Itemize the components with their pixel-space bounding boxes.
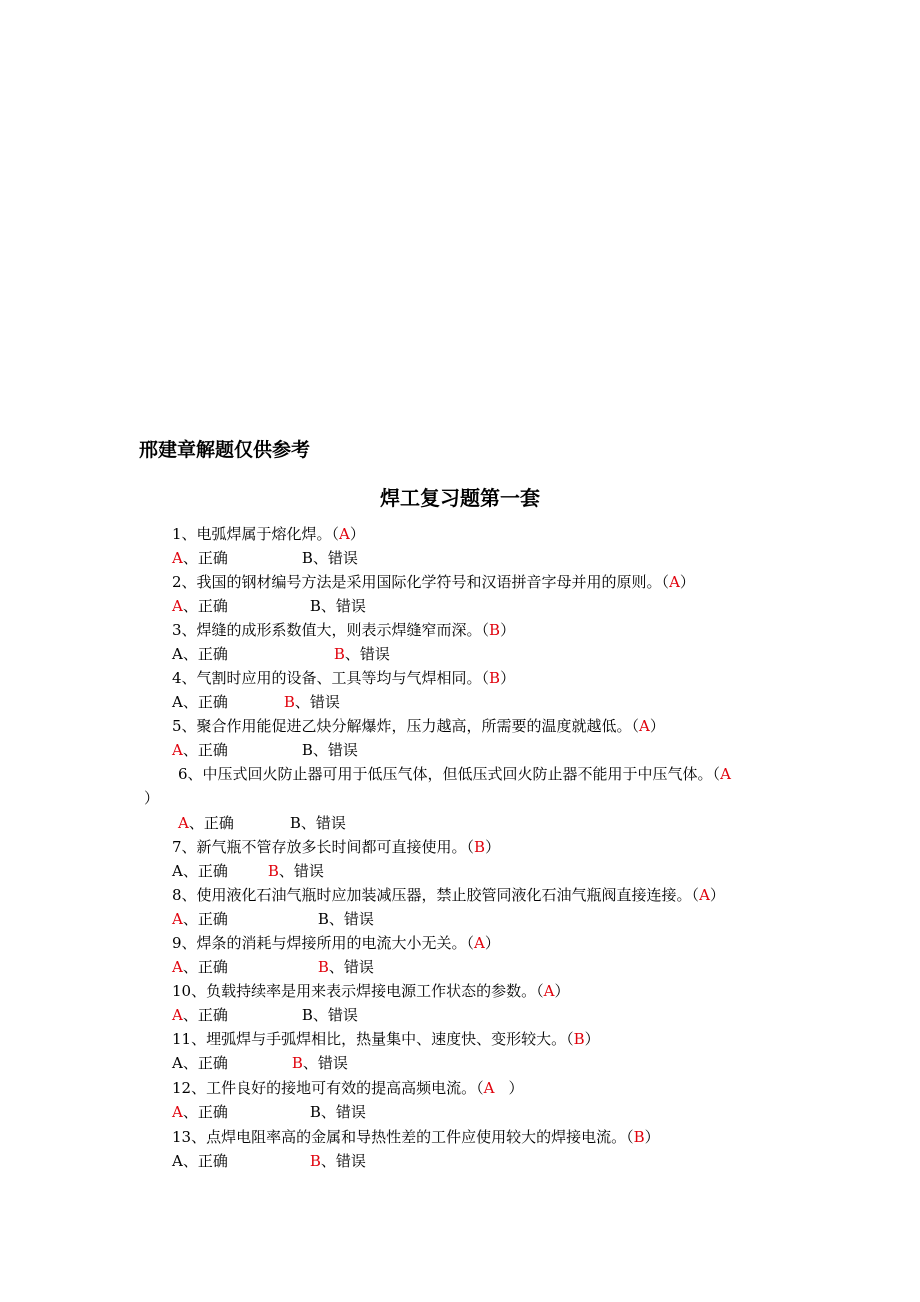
answer-close: ） [500, 669, 516, 687]
answer-key: A [483, 1079, 495, 1097]
option-a-letter: A [172, 1103, 183, 1121]
question-text: 13、点焊电阻率高的金属和导热性差的工件应使用较大的焊接电流。（ [172, 1128, 634, 1146]
options-6 [178, 813, 346, 833]
option-a: 、正确 [182, 910, 228, 928]
option-b: B、错误 [317, 910, 374, 928]
option-b: B、错误 [309, 1103, 366, 1121]
question-text: 8、使用液化石油气瓶时应加装减压器，禁止胶管同液化石油气瓶阀直接连接。（ [172, 886, 700, 904]
question-text: 6、中压式回火防止器可用于低压气体，但低压式回火防止器不能用于中压气体。（ [178, 765, 721, 783]
question-text: 12、工件良好的接地可有效的提高高频电流。（ [172, 1079, 484, 1097]
option-a: 、正确 [182, 549, 228, 567]
option-b-letter: B [317, 958, 329, 976]
answer-key: B [489, 669, 501, 687]
question-8 [172, 885, 725, 905]
answer-key: A [720, 765, 731, 783]
option-a: A、正确 [172, 1152, 228, 1170]
question-12 [172, 1078, 523, 1098]
question-text: 2、我国的钢材编号方法是采用国际化学符号和汉语拼音字母并用的原则。（ [172, 573, 670, 591]
options-13 [172, 1151, 366, 1171]
answer-close: ） [485, 838, 501, 856]
question-6 [178, 764, 731, 784]
options-8 [172, 909, 374, 929]
option-b: 、错误 [328, 958, 374, 976]
answer-key: A [669, 573, 680, 591]
option-b: B、错误 [309, 597, 366, 615]
option-b-letter: B [267, 862, 279, 880]
option-b: 、错误 [302, 1054, 348, 1072]
option-b: 、错误 [320, 1152, 366, 1170]
question-4 [172, 668, 515, 688]
option-a: 、正确 [188, 814, 234, 832]
option-a-letter: A [172, 1006, 183, 1024]
answer-key: A [474, 934, 485, 952]
answer-key: A [699, 886, 710, 904]
options-9 [172, 957, 374, 977]
options-4 [172, 692, 340, 712]
options-3 [172, 644, 390, 664]
question-text: 10、负载持续率是用来表示焊接电源工作状态的参数。（ [172, 982, 544, 1000]
question-11 [172, 1029, 600, 1049]
answer-key: B [633, 1128, 645, 1146]
answer-key: B [489, 621, 501, 639]
question-1 [172, 524, 365, 544]
options-5 [172, 740, 358, 760]
option-b: B、错误 [289, 814, 346, 832]
question-text: 9、焊条的消耗与焊接所用的电流大小无关。（ [172, 934, 475, 952]
answer-close: ） [709, 886, 725, 904]
option-a: A、正确 [172, 645, 228, 663]
options-2 [172, 596, 366, 616]
question-text: 5、聚合作用能促进乙炔分解爆炸，压力越高，所需要的温度就越低。（ [172, 717, 640, 735]
page-title: 焊工复习题第一套 [380, 486, 540, 510]
option-b: B、错误 [301, 741, 358, 759]
option-a-letter: A [172, 958, 183, 976]
option-b-letter: B [333, 645, 345, 663]
answer-close: ） [679, 573, 695, 591]
option-a: 、正确 [182, 741, 228, 759]
question-7 [172, 837, 500, 857]
option-b: 、错误 [278, 862, 324, 880]
answer-close: ） [508, 1079, 524, 1097]
option-a: A、正确 [172, 1054, 228, 1072]
option-a: A、正确 [172, 862, 228, 880]
answer-close: ） [644, 1128, 660, 1146]
option-a-letter: A [172, 597, 183, 615]
answer-key: B [573, 1030, 585, 1048]
answer-close: ） [349, 525, 365, 543]
option-a: 、正确 [182, 1006, 228, 1024]
question-6-close: ） [144, 789, 160, 807]
question-text: 1、电弧焊属于熔化焊。（ [172, 525, 340, 543]
options-10 [172, 1005, 358, 1025]
question-text: 4、气割时应用的设备、工具等均与气焊相同。（ [172, 669, 490, 687]
option-a: 、正确 [182, 958, 228, 976]
question-3 [172, 620, 515, 640]
option-a-letter: A [172, 910, 183, 928]
question-text: 3、焊缝的成形系数值大，则表示焊缝窄而深。（ [172, 621, 490, 639]
option-a: 、正确 [182, 1103, 228, 1121]
option-b-letter: B [283, 693, 295, 711]
options-7 [172, 861, 324, 881]
option-b: B、错误 [301, 549, 358, 567]
option-b: 、错误 [344, 645, 390, 663]
option-a-letter: A [172, 741, 183, 759]
answer-key: A [543, 982, 555, 1000]
options-11 [172, 1053, 348, 1073]
question-5 [172, 716, 665, 736]
question-text: 7、新气瓶不管存放多长时间都可直接使用。（ [172, 838, 475, 856]
question-10 [172, 981, 569, 1001]
answer-close: ） [484, 934, 500, 952]
options-12 [172, 1102, 366, 1122]
question-9 [172, 933, 500, 953]
option-a: A、正确 [172, 693, 228, 711]
question-13 [172, 1127, 660, 1147]
option-b: 、错误 [294, 693, 340, 711]
answer-close: ） [584, 1030, 600, 1048]
answer-close: ） [554, 982, 570, 1000]
answer-key: A [639, 717, 650, 735]
option-a-letter: A [178, 814, 189, 832]
answer-close: ） [500, 621, 516, 639]
options-1 [172, 548, 358, 568]
option-a-letter: A [172, 549, 183, 567]
option-b-letter: B [309, 1152, 321, 1170]
question-text: 11、埋弧焊与手弧焊相比，热量集中、速度快、变形较大。（ [172, 1030, 574, 1048]
answer-key: A [339, 525, 350, 543]
answer-key: B [474, 838, 486, 856]
question-2 [172, 572, 695, 592]
option-b: B、错误 [301, 1006, 358, 1024]
answer-close: ） [649, 717, 665, 735]
author-note: 邢建章解题仅供参考 [139, 439, 311, 461]
option-a: 、正确 [182, 597, 228, 615]
option-b-letter: B [291, 1054, 303, 1072]
